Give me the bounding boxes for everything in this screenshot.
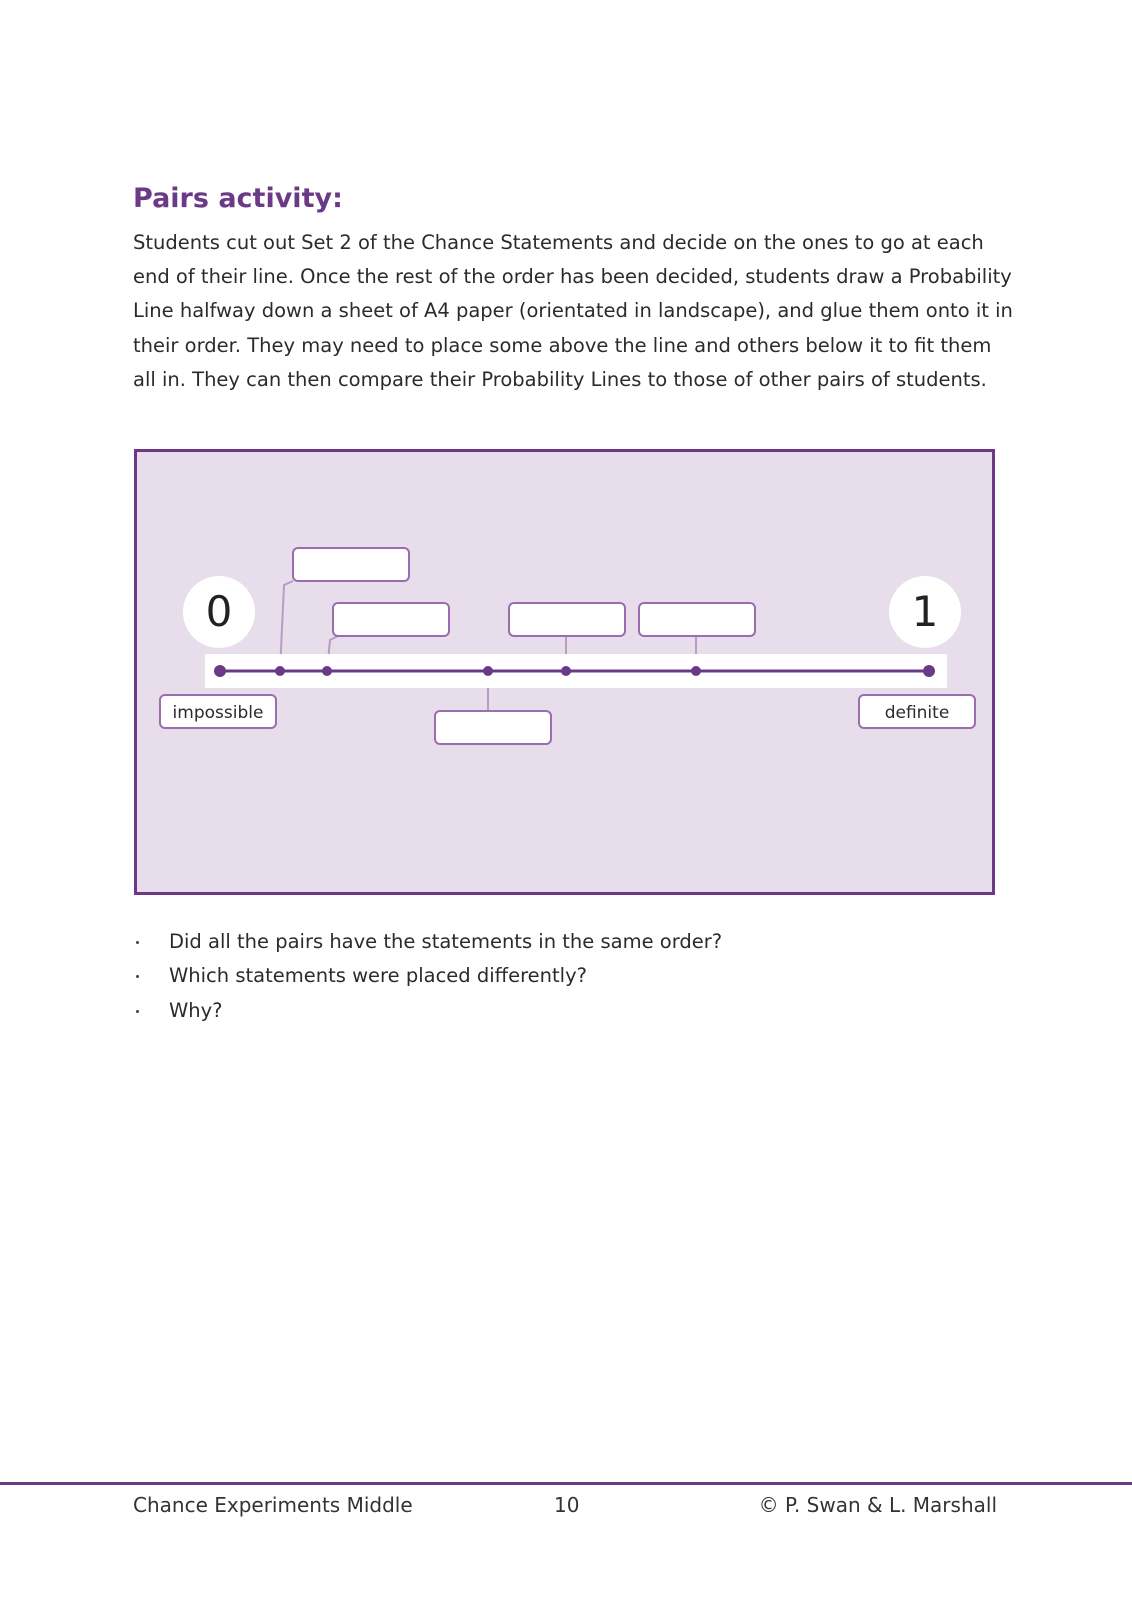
section-heading: Pairs activity: xyxy=(133,183,343,214)
footer-divider xyxy=(0,1482,1132,1485)
question-item xyxy=(133,994,722,1028)
line-point xyxy=(483,666,493,676)
line-point-end xyxy=(923,665,935,677)
probability-line-figure xyxy=(134,449,995,895)
question-text: Why? xyxy=(169,998,223,1022)
start-label: impossible xyxy=(172,703,264,723)
probability-line-diagram xyxy=(137,452,992,892)
line-point-start xyxy=(214,665,226,677)
activity-instructions: Students cut out Set 2 of the Chance Statements and decide on the ones to go at each end of their line. Once the rest of the order has been decided, students draw a Probability Line halfway down a sheet of A4 paper (orientated in landscape), and glue them onto it in their order. They may need to place some above the line and others below it to fit them all in. They can then compare their Probability Lines to those of other pairs of students. xyxy=(133,231,1013,391)
statement-card-blank xyxy=(293,548,409,581)
footer-title: Chance Experiments Middle xyxy=(133,1493,413,1517)
end-value: 1 xyxy=(911,587,939,636)
end-label: definite xyxy=(884,703,950,723)
question-item xyxy=(133,959,722,993)
line-point xyxy=(322,666,332,676)
start-value: 0 xyxy=(205,587,233,636)
bullet-icon xyxy=(136,1010,139,1013)
question-item xyxy=(133,925,722,959)
statement-card-blank xyxy=(435,711,551,744)
line-point xyxy=(691,666,701,676)
statement-card-blank xyxy=(509,603,625,636)
discussion-questions xyxy=(133,925,722,1028)
line-point xyxy=(561,666,571,676)
bullet-icon xyxy=(136,975,139,978)
statement-card-blank xyxy=(333,603,449,636)
statement-card-blank xyxy=(639,603,755,636)
question-text: Did all the pairs have the statements in the same order? xyxy=(169,930,723,953)
line-point xyxy=(275,666,285,676)
bullet-icon xyxy=(136,941,139,944)
question-text: Which statements were placed differently? xyxy=(169,964,587,988)
page-number: 10 xyxy=(554,1493,580,1517)
footer-copyright: © P. Swan & L. Marshall xyxy=(758,1493,997,1517)
